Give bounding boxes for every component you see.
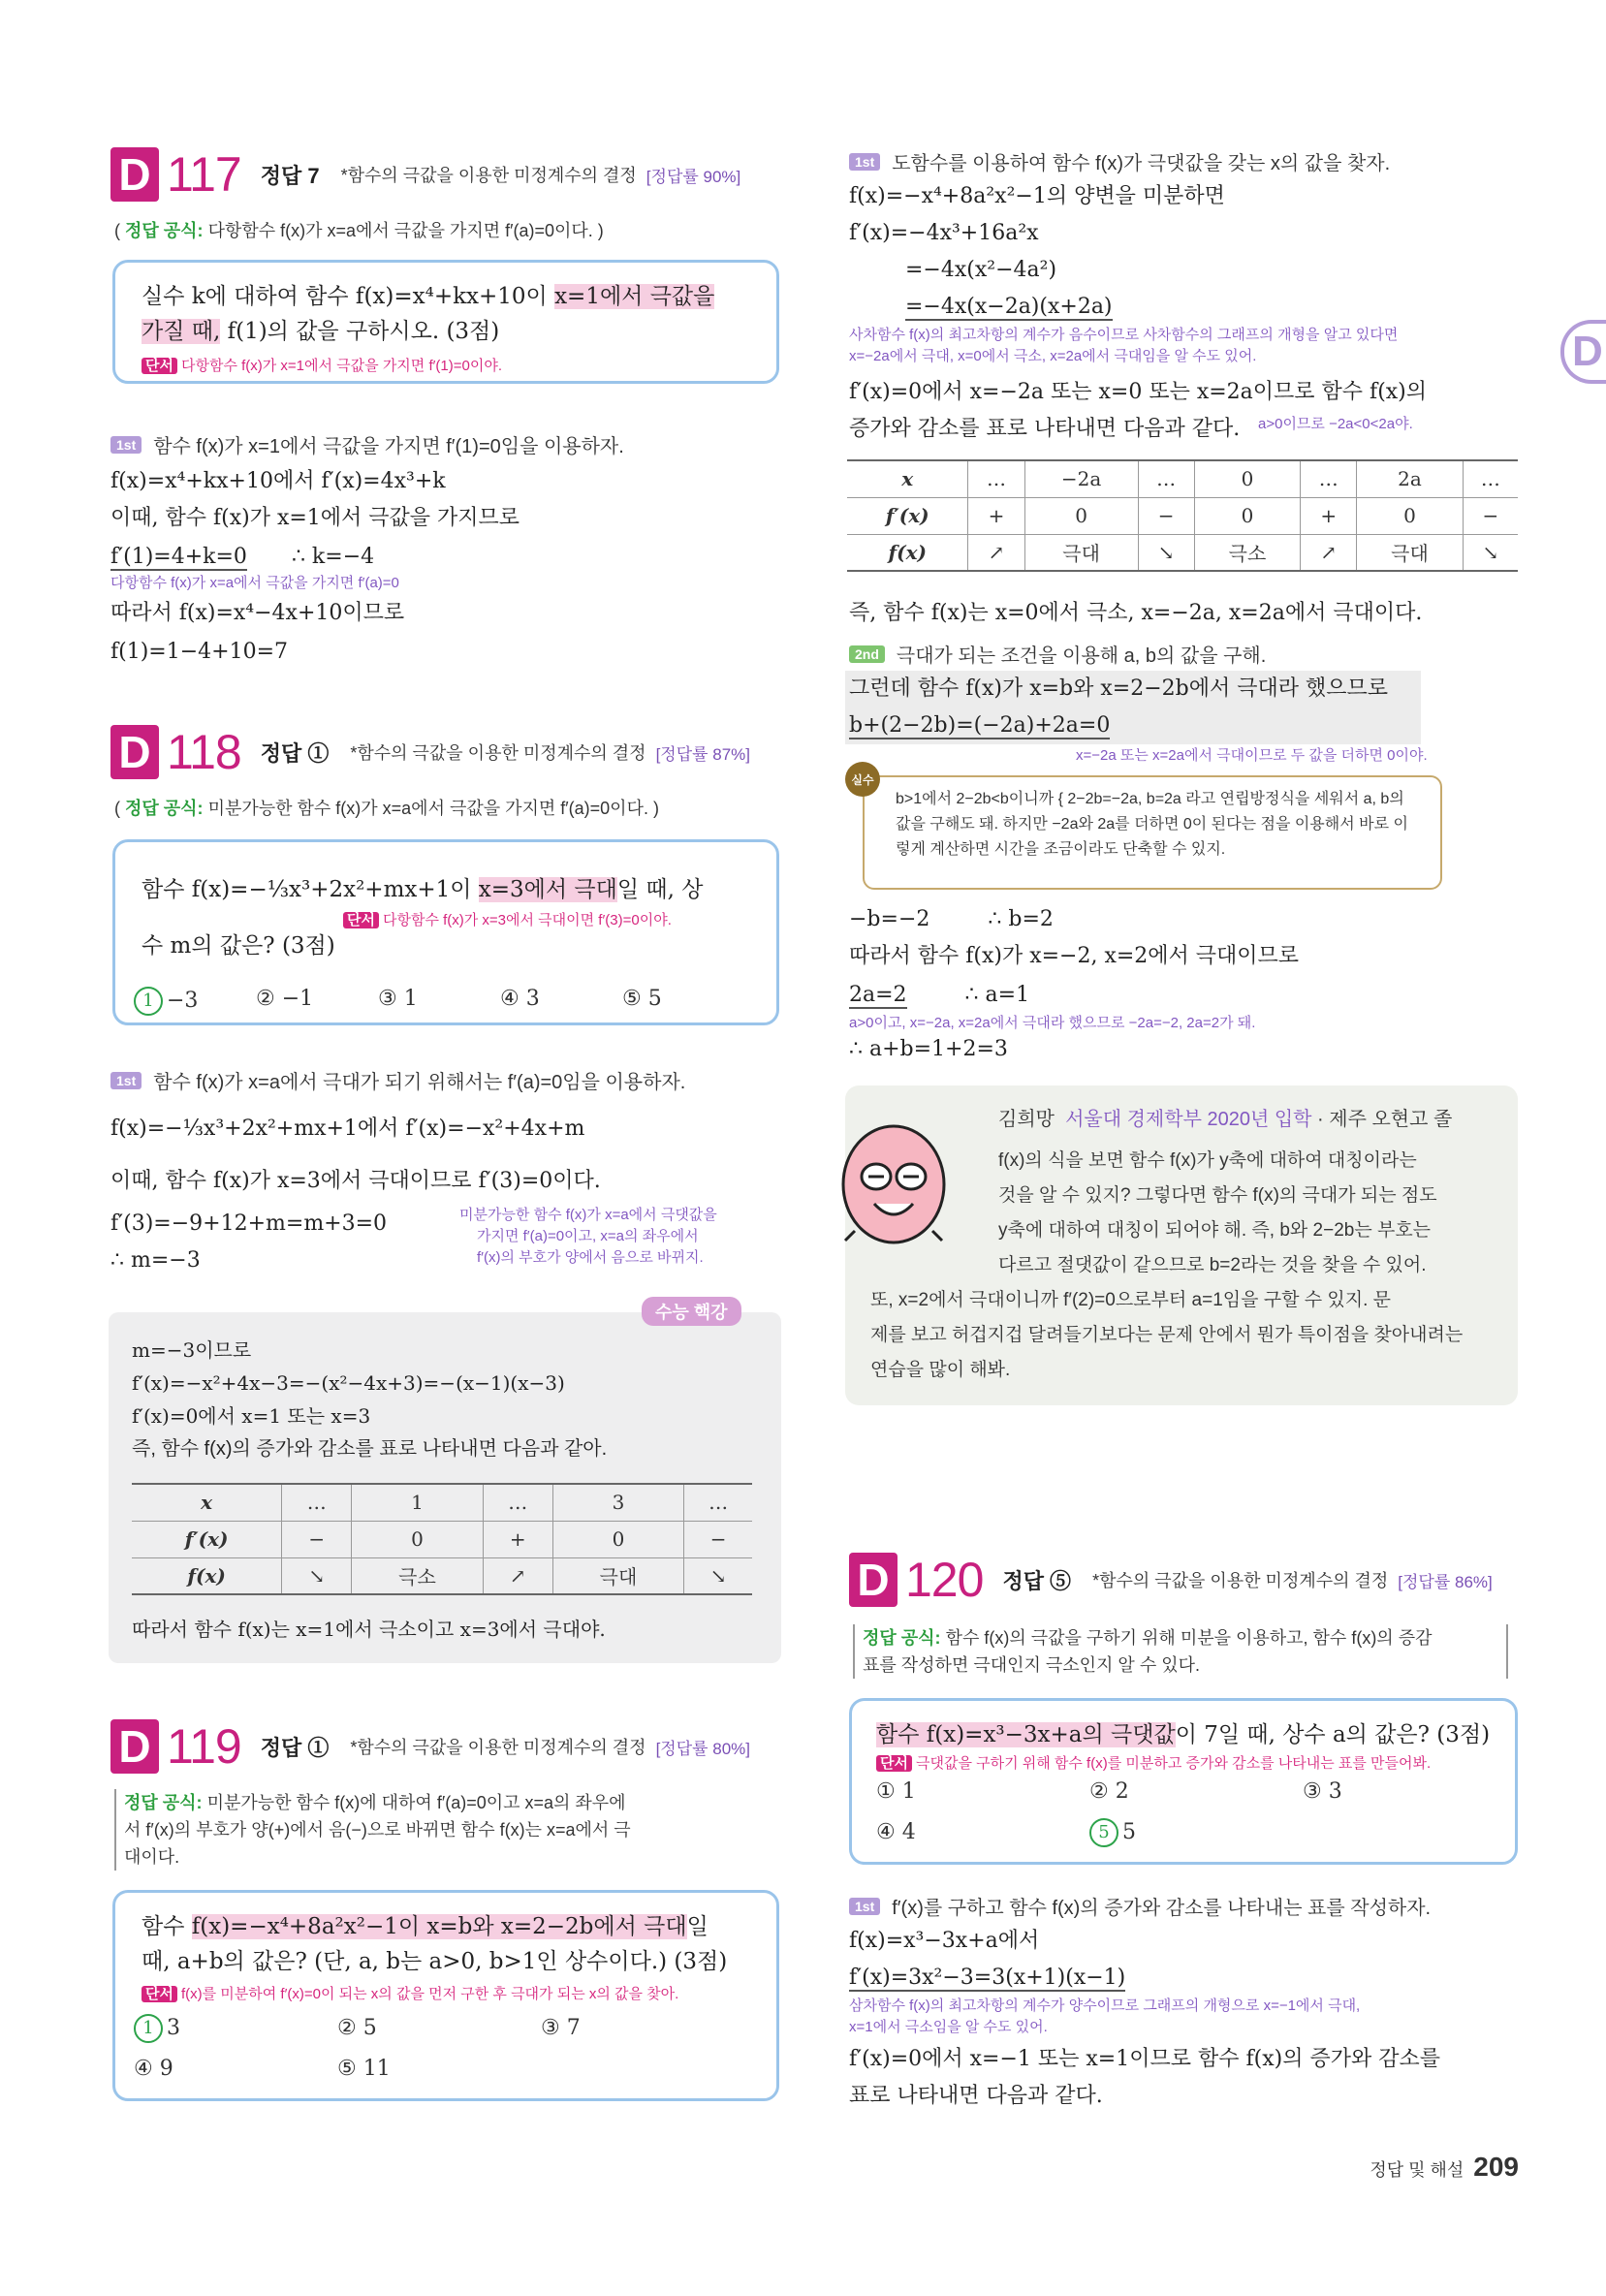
annotation: x=1에서 극소임을 알 수도 있어. [849,2019,1048,2035]
solution-line: 즉, 함수 f(x)의 증가와 감소를 표로 나타내면 다음과 같아. [132,1438,608,1460]
core-tip-tag: 수능 핵강 [642,1297,741,1326]
footer-label: 정답 및 해설 [1370,2160,1464,2180]
annotation: 사차함수 f(x)의 최고차항의 계수가 음수이므로 사차함수의 그래프의 개형을 알고 있다면 [849,327,1399,343]
correct-rate: [정답률 90%] [646,167,741,186]
d-badge: D [110,1719,159,1774]
answer-choices [134,987,754,1016]
choice-3[interactable]: ③ 7 [541,2016,581,2040]
answer-formula: ( 정답 공식: 미분가능한 함수 f(x)가 x=a에서 극값을 가지면 f′(a)=0이다. ) [114,799,659,818]
solution-line: 그런데 함수 f(x)가 x=b와 x=2−2b에서 극대라 했으므로 [849,676,1388,701]
page-number: 209 [1473,2152,1519,2182]
problem-topic: *함수의 극값을 이용한 미정계수의 결정 [340,166,637,185]
question-text: 수 m의 값은? (3점) [142,933,335,959]
solution-line: f′(x)=3x²−3=3(x+1)(x−1) [849,1966,1126,1990]
question-text: 함수 f(x)=x³−3x+a의 극댓값이 7일 때, 상수 a의 값은? (3점) [876,1722,1491,1747]
question-text: 실수 k에 대하여 함수 f(x)=x⁴+kx+10이 x=1에서 극값을 가질 때, f(1)의 값을 구하시오. (3점) [142,284,715,344]
mascot-avatar [826,1115,952,1270]
annotation: 가지면 f′(a)=0이고, x=a의 좌우에서 [477,1228,699,1244]
choice-2[interactable]: ② 5 [337,2016,377,2040]
d-badge: D [849,1553,897,1607]
solution-line: 이때, 함수 f(x)가 x=3에서 극대이므로 f′(3)=0이다. [110,1169,601,1193]
annotation: 삼차함수 f(x)의 최고차항의 계수가 양수이므로 그래프의 개형으로 x=−1에서 극대, [849,1997,1361,2014]
step-1st: 1st f′(x)를 구하고 함수 f(x)의 증가와 감소를 나타내는 표를 작성하자. [849,1892,1431,1920]
interview-text: f(x)의 식을 보면 함수 f(x)가 y축에 대하여 대칭이라는 것을 알 수 있지? 그렇다면 함수 f(x)의 극대가 되는 점도 y축에 대하여 대칭이 되어야 해. 즉, b와 2−2b는 부호는 다르고 절댓값이 같으므로 b=2라는 것을 찾을 수 있어. [998,1150,1437,1275]
solution-line: m=−3이므로 [132,1338,252,1362]
solution-line: 증가와 감소를 표로 나타내면 다음과 같다. [849,417,1241,441]
answer-label: 정답 ⑤ [1002,1568,1072,1593]
solution-line: f(x)=−⅓x³+2x²+mx+1에서 f′(x)=−x²+4x+m [110,1117,585,1141]
mistake-tip-text: b>1에서 2−2b<b이니까 { 2−2b=−2a, b=2a 라고 연립방정식을 세워서 a, b의 값을 구해도 돼. 하지만 −2a와 2a를 더하면 0이 된다는 점을 이용해서 바로 이 렇게 계산하면 시간을 조금이라도 단축할 수 있지. [896,791,1408,858]
choice-3[interactable]: ③ 3 [1303,1779,1342,1804]
problem-number: 118 [167,725,241,779]
choice-5[interactable]: 5 5 [1089,1812,1303,1853]
annotation: x=−2a에서 극대, x=0에서 극소, x=2a에서 극대임을 알 수도 있어. [849,348,1257,364]
choice-1[interactable]: 1 −3 [134,987,256,1016]
solution-line: 따라서 함수 f(x)가 x=−2, x=2에서 극대이므로 [849,944,1300,968]
question-text: 함수 f(x)=−x⁴+8a²x²−1이 x=b와 x=2−2b에서 극대일 때, a+b의 값은? (단, a, b는 a>0, b>1인 상수이다.) (3점) [142,1914,728,1974]
step-1st: 1st 함수 f(x)가 x=a에서 극대가 되기 위해서는 f′(a)=0임을 이용하자. [110,1066,685,1094]
problem-number: 120 [905,1553,984,1607]
correct-rate: [정답률 87%] [655,744,751,764]
answer-formula: 정답 공식: 미분가능한 함수 f(x)에 대하여 f′(a)=0이고 x=a의 좌우에 서 f′(x)의 부호가 양(+)에서 음(−)으로 바뀌면 함수 f(x)는 x=a에서 극 대이다. [114,1789,773,1871]
choice-4[interactable]: ④ 9 [134,2057,173,2081]
d-badge: D [110,725,159,779]
problem-topic: *함수의 극값을 이용한 미정계수의 결정 [350,1738,646,1757]
step-2nd: 2nd 극대가 되는 조건을 이용해 a, b의 값을 구해. [849,640,1266,668]
problem-topic: *함수의 극값을 이용한 미정계수의 결정 [1092,1571,1389,1590]
solution-line: 이때, 함수 f(x)가 x=1에서 극값을 가지므로 [110,506,520,530]
answer-label: 정답 ① [260,1735,330,1760]
solution-line: f′(x)=−4x³+16a²x [849,221,1039,245]
d-badge: D [110,147,159,202]
choice-2[interactable]: ② −1 [256,987,314,1011]
annotation: a>0이고, x=−2a, x=2a에서 극대라 했으므로 −2a=−2, 2a=2가 돼. [849,1015,1256,1031]
choice-1[interactable]: ① 1 [876,1779,916,1804]
solution-line: f′(x)=0에서 x=−1 또는 x=1이므로 함수 f(x)의 증가와 감소를 [849,2047,1440,2071]
choice-4[interactable]: ④ 3 [500,987,540,1011]
clue-note: 단서 f(x)를 미분하여 f′(x)=0이 되는 x의 값을 먼저 구한 후 극대가 되는 x의 값을 찾아. [142,1983,678,2003]
correct-rate: [정답률 86%] [1398,1572,1493,1591]
solution-line: f′(x)=0에서 x=−2a 또는 x=0 또는 x=2a이므로 함수 f(x)의 [849,380,1428,404]
question-text: 함수 f(x)=−⅓x³+2x²+mx+1이 x=3에서 극대일 때, 상 [142,877,704,902]
choice-4[interactable]: ④ 4 [876,1820,916,1844]
solution-line: f(x)=x⁴+kx+10에서 f′(x)=4x³+k [110,469,446,493]
solution-line: =−4x(x²−4a²) [905,258,1057,282]
choice-2[interactable]: ② 2 [1089,1779,1129,1804]
answer-choices [134,2008,754,2090]
solution-line: 즉, 함수 f(x)는 x=0에서 극소, x=−2a, x=2a에서 극대이다. [849,601,1423,625]
answer-label: 정답 7 [260,163,320,188]
solution-line: f′(x)=0에서 x=1 또는 x=3 [132,1404,371,1428]
solution-line: f′(1)=4+k=0 ∴ k=−4 [110,545,375,569]
solution-line: 표로 나타내면 다음과 같다. [849,2084,1103,2108]
solution-line: =−4x(x−2a)(x+2a) [905,295,1113,319]
annotation: a>0이므로 −2a<0<2a야. [1258,416,1413,432]
solution-line: 2a=2 ∴ a=1 [849,983,1030,1007]
sign-table-119: x … −2a … 0 … 2a … f′(x) + 0 − 0 + 0 − f(x) ↗ 극대 ↘ 극소 ↗ 극대 ↘ [847,459,1518,572]
solution-line: 따라서 f(x)=x⁴−4x+10이므로 [110,601,405,625]
step-1st: 1st 함수 f(x)가 x=1에서 극값을 가지면 f′(1)=0임을 이용하자. [110,430,624,458]
page-footer [1370,2152,1519,2183]
annotation: x=−2a 또는 x=2a에서 극대이므로 두 값을 더하면 0이야. [1076,747,1428,764]
problem-118-header [110,721,750,783]
choice-5[interactable]: ⑤ 5 [622,987,662,1011]
problem-117-header [110,143,740,205]
clue-note: 단서 다항함수 f(x)가 x=1에서 극값을 가지면 f′(1)=0이야. [142,355,502,375]
interviewee: 김희망 서울대 경제학부 2020년 입학 · 제주 오현고 졸 [998,1109,1453,1130]
solution-line: −b=−2 ∴ b=2 [849,907,1054,931]
problem-topic: *함수의 극값을 이용한 미정계수의 결정 [350,743,646,763]
clue-note: 단서 다항함수 f(x)가 x=3에서 극대이면 f′(3)=0이야. [343,909,672,929]
choice-3[interactable]: ③ 1 [378,987,418,1011]
step-1st: 1st 도함수를 이용하여 함수 f(x)가 극댓값을 갖는 x의 값을 찾자. [849,147,1390,175]
solution-line: f(x)=−x⁴+8a²x²−1의 양변을 미분하면 [849,184,1225,208]
problem-120-header [849,1549,1493,1611]
correct-rate: [정답률 80%] [655,1739,751,1758]
problem-119-header [110,1715,750,1777]
problem-number: 119 [167,1719,241,1774]
annotation: 다항함수 f(x)가 x=a에서 극값을 가지면 f′(a)=0 [110,575,399,591]
solution-line: f(x)=x³−3x+a에서 [849,1929,1040,1953]
solution-line: b+(2−2b)=(−2a)+2a=0 [849,713,1111,738]
solution-line: ∴ a+b=1+2=3 [849,1037,1008,1061]
solution-line: f(1)=1−4+10=7 [110,640,289,664]
clue-note: 단서 극댓값을 구하기 위해 함수 f(x)를 미분하고 증가와 감소를 나타내는 표를 만들어봐. [876,1752,1431,1773]
choice-5[interactable]: ⑤ 11 [337,2057,391,2081]
solution-line: f′(3)=−9+12+m=m+3=0 [110,1211,388,1236]
solution-line: f′(x)=−x²+4x−3=−(x²−4x+3)=−(x−1)(x−3) [132,1371,565,1395]
answer-formula: ( 정답 공식: 다항함수 f(x)가 x=a에서 극값을 가지면 f′(a)=0이다. ) [114,221,604,240]
problem-number: 117 [167,147,241,202]
chapter-tab: D [1560,320,1606,384]
answer-formula: 정답 공식: 함수 f(x)의 극값을 구하기 위해 미분을 이용하고, 함수 f(x)의 증감 표를 작성하면 극대인지 극소인지 알 수 있다. [853,1624,1508,1679]
interview-text: 또, x=2에서 극대이니까 f′(2)=0으로부터 a=1임을 구할 수 있지. 문 제를 보고 허겁지겁 달려들기보다는 문제 안에서 뭔가 특이점을 찾아내려는 연습을 많이 해봐. [870,1290,1464,1380]
answer-label: 정답 ① [260,740,330,766]
annotation: 미분가능한 함수 f(x)가 x=a에서 극댓값을 [459,1207,717,1223]
annotation: f′(x)의 부호가 양에서 음으로 바뀌지. [477,1249,704,1266]
sign-table-118: x … 1 … 3 … f′(x) − 0 + 0 − f(x) ↘ 극소 ↗ 극대 ↘ [132,1483,752,1595]
solution-line: 따라서 함수 f(x)는 x=1에서 극소이고 x=3에서 극대야. [132,1618,606,1641]
answer-choices [876,1772,1496,1853]
mistake-icon: 실수 [845,762,880,797]
choice-1[interactable]: 1 3 [134,2008,337,2049]
solution-line: ∴ m=−3 [110,1248,201,1273]
